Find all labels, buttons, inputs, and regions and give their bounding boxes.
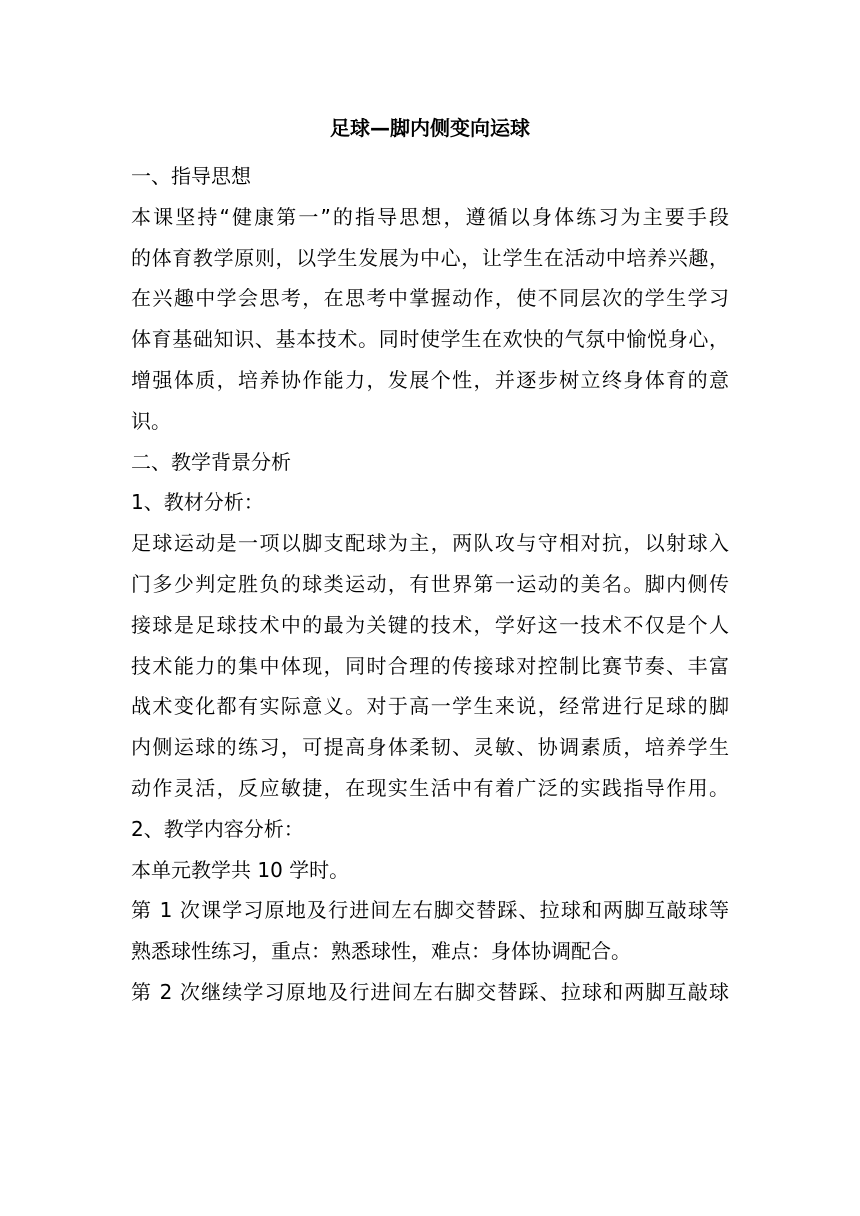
paragraph-line: 体育基础知识、基本技术。同时使学生在欢快的气氛中愉悦身心， <box>131 327 729 352</box>
document-body <box>131 110 729 1013</box>
title-gap <box>131 146 729 156</box>
document-title: 足球—脚内侧变向运球 <box>330 116 530 140</box>
paragraph-line: 熟悉球性练习，重点：熟悉球性，难点：身体协调配合。 <box>131 939 631 964</box>
paragraph-line: 在兴趣中学会思考，在思考中掌握动作，使不同层次的学生学习 <box>131 286 729 311</box>
paragraph-line: 第 1 次课学习原地及行进间左右脚交替踩、拉球和两脚互敲球等 <box>131 898 729 923</box>
paragraph-line: 内侧运球的练习，可提高身体柔韧、灵敏、协调素质，培养学生 <box>131 735 729 760</box>
paragraph-line: 门多少判定胜负的球类运动，有世界第一运动的美名。脚内侧传 <box>131 571 729 596</box>
subsection-heading-content-analysis: 2、教学内容分析： <box>131 816 304 841</box>
paragraph-line: 足球运动是一项以脚支配球为主，两队攻与守相对抗，以射球入 <box>131 531 729 556</box>
paragraph-line: 增强体质，培养协作能力，发展个性，并逐步树立终身体育的意 <box>131 367 729 392</box>
paragraph-line: 识。 <box>131 408 171 433</box>
paragraph-line: 技术能力的集中体现，同时合理的传接球对控制比赛节奏、丰富 <box>131 653 729 678</box>
paragraph-line: 动作灵活，反应敏捷，在现实生活中有着广泛的实践指导作用。 <box>131 775 729 800</box>
paragraph-line: 第 2 次继续学习原地及行进间左右脚交替踩、拉球和两脚互敲球 <box>131 979 729 1004</box>
paragraph-line: 本课坚持“健康第一”的指导思想，遵循以身体练习为主要手段 <box>131 204 729 229</box>
paragraph-line: 的体育教学原则，以学生发展为中心，让学生在活动中培养兴趣， <box>131 245 729 270</box>
paragraph-line: 接球是足球技术中的最为关键的技术，学好这一技术不仅是个人 <box>131 612 729 637</box>
section-heading-guiding-ideology: 一、指导思想 <box>131 164 251 188</box>
subsection-heading-textbook-analysis: 1、教材分析： <box>131 490 264 515</box>
paragraph-line: 本单元教学共 10 学时。 <box>131 857 350 882</box>
paragraph-line: 战术变化都有实际意义。对于高一学生来说，经常进行足球的脚 <box>131 694 729 719</box>
section-heading-background-analysis: 二、教学背景分析 <box>131 449 291 474</box>
